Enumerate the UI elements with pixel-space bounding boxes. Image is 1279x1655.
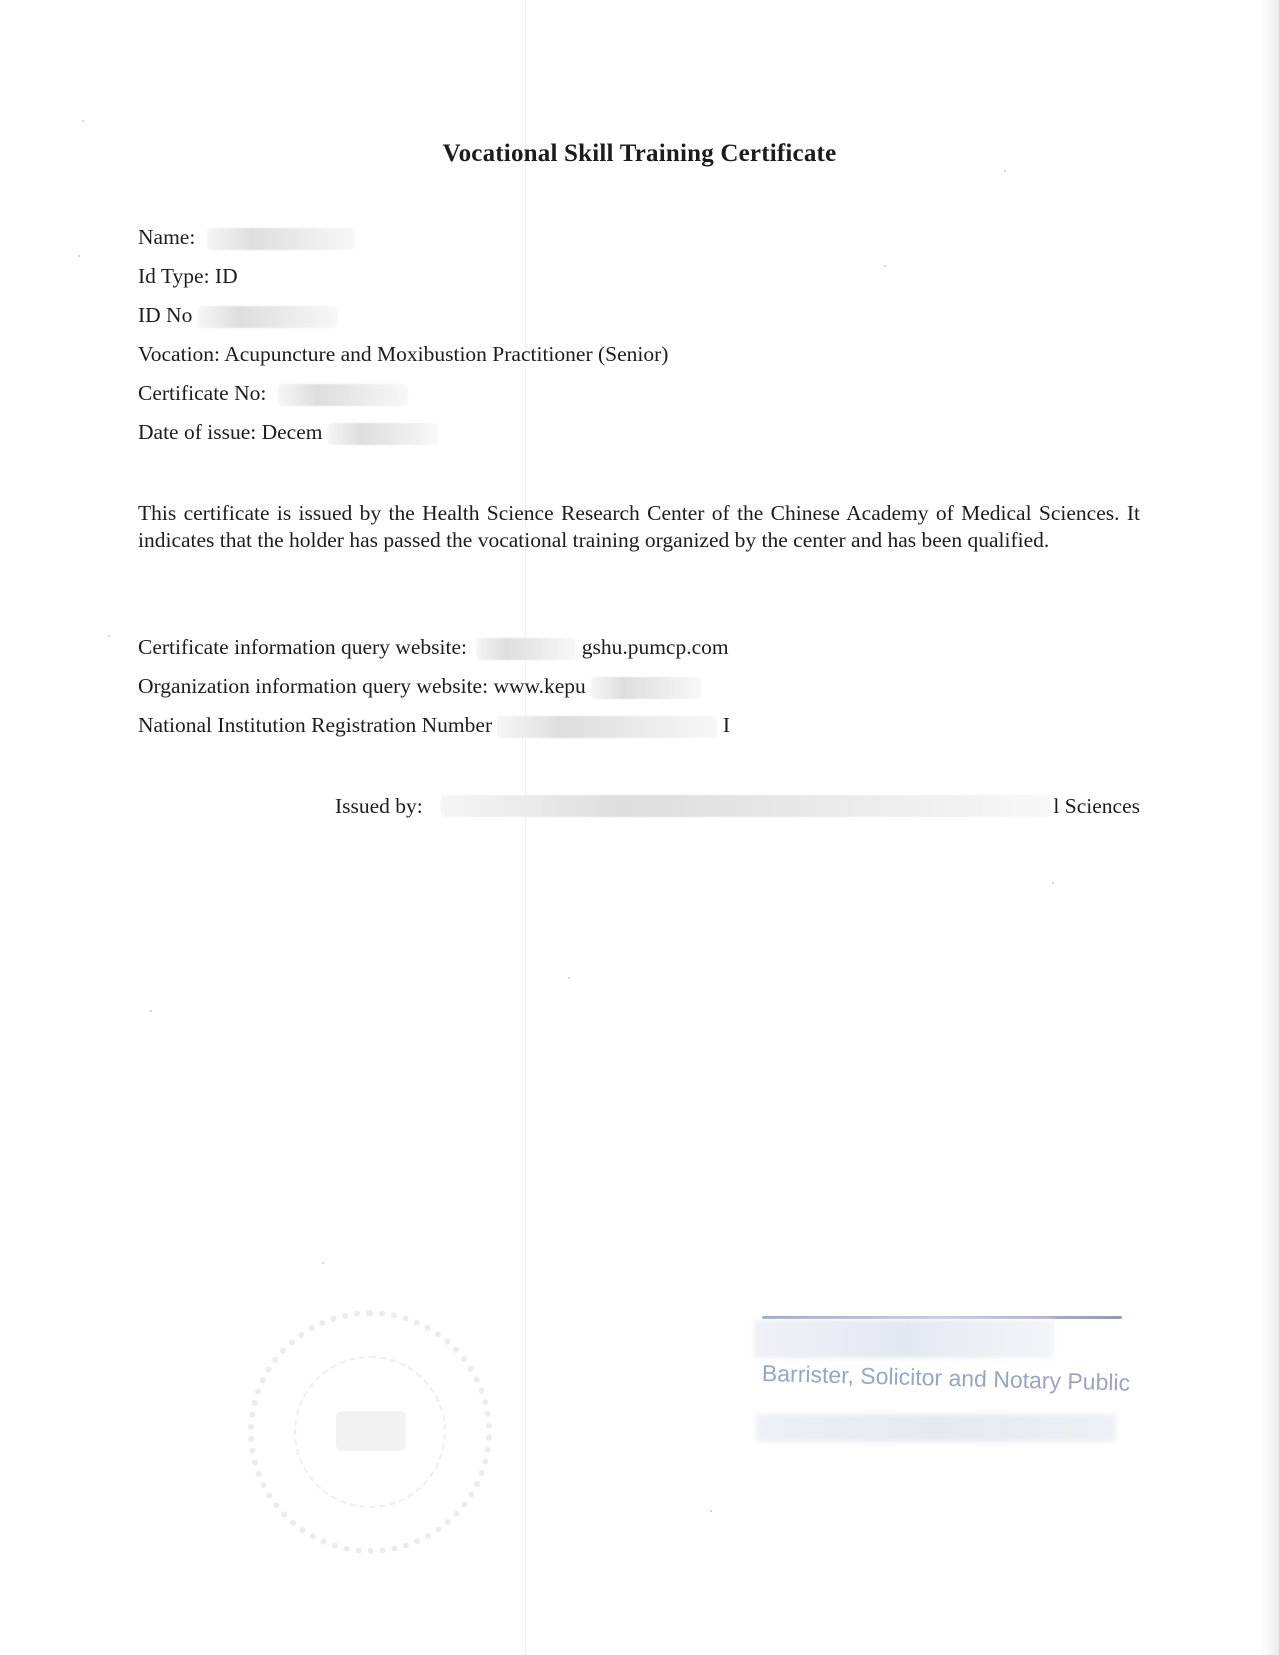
paper-speck — [568, 977, 570, 979]
certificate-query-redaction — [476, 638, 576, 660]
id-number-label: ID No — [138, 303, 193, 327]
certificate-query-website — [138, 633, 729, 661]
certificate-query-tail: gshu.pumcp.com — [581, 635, 729, 659]
registration-number-tail: I — [722, 713, 731, 737]
vocation-field: Vocation: Acupuncture and Moxibustion Practitioner (Senior) — [138, 342, 669, 366]
paper-speck — [1052, 882, 1054, 884]
seal-center — [336, 1411, 406, 1451]
stamp-signature-line — [762, 1316, 1122, 1319]
issuer-redaction — [441, 795, 1051, 817]
paper-speck — [1004, 170, 1006, 172]
page-fold-line — [525, 0, 526, 1655]
date-of-issue-label: Date of issue: Decem — [138, 420, 323, 444]
stamp-redaction-bottom — [756, 1414, 1116, 1442]
certificate-query-label: Certificate information query website: — [138, 635, 467, 659]
embossed-seal-icon — [248, 1310, 492, 1554]
notary-stamp — [754, 1310, 1134, 1450]
issued-by-tail: l Sciences — [1053, 794, 1140, 818]
stamp-text: Barrister, Solicitor and Notary Public — [761, 1360, 1131, 1396]
certificate-statement: This certificate is issued by the Health Science Research Center of the Chinese Academy of Medical Sciences. It indicates that the holder has passed the vocational training organized by the center and has been qualified. — [138, 501, 1140, 552]
paper-speck — [78, 255, 80, 257]
registration-number-field — [138, 711, 730, 739]
registration-number-redaction — [497, 716, 717, 738]
date-redaction — [328, 423, 438, 445]
certificate-number-field — [138, 379, 408, 407]
id-type-field: Id Type: ID — [138, 264, 238, 288]
registration-number-label: National Institution Registration Number — [138, 713, 493, 737]
issued-by-label: Issued by: — [335, 794, 423, 818]
paper-speck — [108, 635, 110, 637]
certificate-title: Vocational Skill Training Certificate — [442, 140, 837, 167]
certificate-number-label: Certificate No: — [138, 381, 267, 405]
organization-query-label: Organization information query website: www.kepu — [138, 674, 586, 698]
date-of-issue-field — [138, 418, 438, 446]
paper-speck — [710, 1510, 712, 1512]
paper-speck — [82, 120, 84, 122]
id-number-field — [138, 301, 338, 329]
paper-speck — [150, 1010, 152, 1012]
name-label: Name: — [138, 225, 196, 249]
certificate-number-redaction — [278, 384, 408, 406]
name-field — [138, 223, 355, 251]
stamp-redaction-top — [754, 1320, 1054, 1358]
paper-speck — [322, 1262, 324, 1264]
name-redaction — [207, 228, 355, 250]
paper-speck — [884, 265, 886, 267]
organization-query-website — [138, 672, 701, 700]
id-number-redaction — [198, 306, 338, 328]
organization-query-redaction — [591, 677, 701, 699]
page-edge-shadow — [1261, 0, 1279, 1655]
issued-by-line — [335, 792, 1140, 820]
